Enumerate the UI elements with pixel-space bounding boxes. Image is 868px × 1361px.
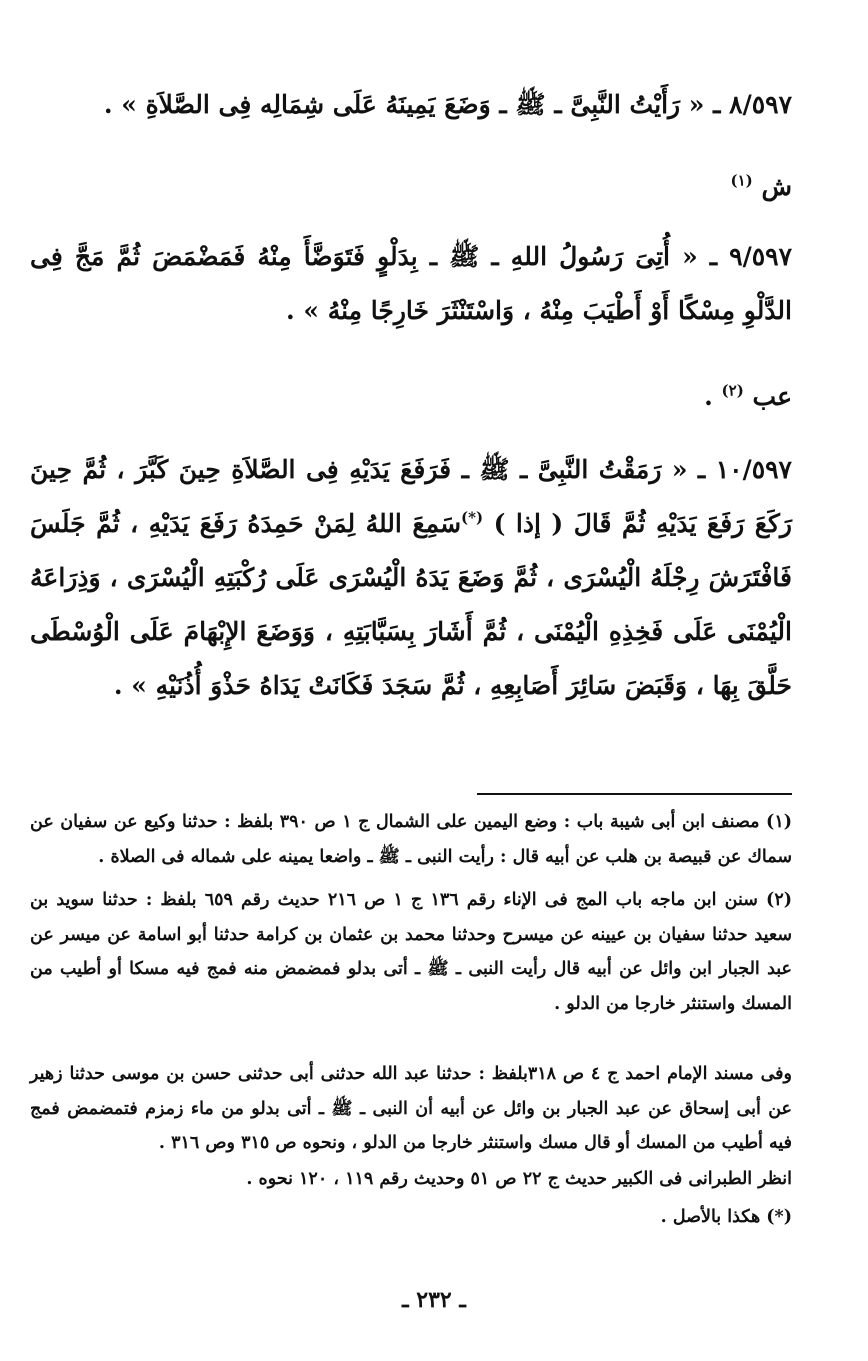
hadith-8-text: ٨/٥٩٧ ـ « رَأَيْتُ النَّبِىَّ ـ ﷺ ـ وَضَعَ يَمِينَهُ عَلَى شِمَالِه فِى الصَّلاَةِ » . <box>103 90 792 119</box>
footnote-separator <box>477 793 792 795</box>
source-8-label: ش <box>761 172 792 201</box>
hadith-10-part1: ١٠/٥٩٧ ـ « رَمَقْتُ النَّبِىَّ ـ ﷺ ـ فَرَفَعَ يَدَيْهِ فِى الصَّلاَةِ حِينَ كَبَّرَ ، ثُمَّ حِينَ رَكَعَ رَفَعَ يَدَيْهِ ثُمَّ قَالَ ( إذا ) <box>30 455 792 538</box>
hadith-9-text: ٩/٥٩٧ ـ « أُتِىَ رَسُولُ اللهِ ـ ﷺ ـ بِدَلْوٍ فَتَوَضَّأَ مِنْهُ فَمَضْمَضَ ثُمَّ مَجَّ فِى الدَّلْوِ مِسْكًا أَوْ أَطْيَبَ مِنْهُ ، وَاسْتَنْثَرَ خَارِجًا مِنْهُ » . <box>30 242 792 325</box>
document-page <box>30 0 792 1361</box>
hadith-10-part2: سَمِعَ اللهُ لِمَنْ حَمِدَهُ رَفَعَ يَدَيْهِ ، ثُمَّ جَلَسَ فَافْتَرَشَ رِجْلَهُ الْيُسْرَى ، ثُمَّ وَضَعَ يَدَهُ الْيُسْرَى عَلَى رُكْبَتِهِ الْيُسْرَى ، وَذِرَاعَهُ الْيُمْنَى عَلَى فَخِذِهِ الْيُمْنَى ، ثُمَّ أَشَارَ بِسَبَّابَتِهِ ، وَوَضَعَ الإِبْهَامَ عَلَى الْوُسْطَى حَلَّقَ بِهَا ، وَقَبَضَ سَائِرَ أَصَابِعِهِ ، ثُمَّ سَجَدَ فَكَانَتْ يَدَاهُ حَذْوَ أُذُنَيْهِ » . <box>30 509 792 700</box>
footnote-1 <box>30 805 792 874</box>
footnote-ref-2: (٢) <box>721 381 744 400</box>
source-9-label: عب <box>752 382 792 411</box>
hadith-8 <box>30 78 792 132</box>
footnote-2-tabarani-text: انظر الطبرانى فى الكبير حديث ج ٢٢ ص ٥١ وحديث رقم ١١٩ ، ١٢٠ نحوه . <box>246 1169 792 1189</box>
footnote-2-musnad <box>30 1057 792 1161</box>
asterisk-note-ref: (*) <box>461 508 484 527</box>
source-9-tail: . <box>704 382 713 411</box>
footnote-1-text: (١) مصنف ابن أبى شيبة باب : وضع اليمين على الشمال ج ١ ص ٣٩٠ بلفظ : حدثنا وكيع عن سفيان عن سماك عن قبيصة بن هلب عن أبيه قال : رأيت النبى ـ ﷺ ـ واضعا يمينه على شماله فى الصلاة . <box>30 812 792 867</box>
footnote-asterisk <box>30 1200 792 1235</box>
hadith-9 <box>30 230 792 338</box>
footnote-asterisk-text: (*) هكذا بالأصل . <box>660 1207 792 1227</box>
footnote-2 <box>30 883 792 1021</box>
footnote-2-text: (٢) سنن ابن ماجه باب المج فى الإناء رقم ١٣٦ ج ١ ص ٢١٦ حديث رقم ٦٥٩ بلفظ : حدثنا سويد بن سعيد حدثنا سفيان بن عيينه عن ميسرح وحدثنا محمد بن عثمان بن كرامة حدثنا أبو اسامة عن ميسر عن عبد الجبار ابن وائل عن أبيه قال رأيت النبى ـ ﷺ ـ أتى بدلو فمضمض منه فمج فيه مسكا أو أطيب من المسك واستنثر خارجا من الدلو . <box>30 890 793 1014</box>
source-8 <box>30 160 792 214</box>
hadith-10 <box>30 443 792 713</box>
source-9 <box>30 370 792 424</box>
footnote-ref-1: (١) <box>730 171 753 190</box>
page-number: ـ ٢٣٢ ـ <box>402 1287 466 1313</box>
footnote-2-tabarani <box>30 1162 792 1197</box>
footnote-2-musnad-text: وفى مسند الإمام احمد ج ٤ ص ٣١٨بلفظ : حدثنا عبد الله حدثنى أبى حدثنى حسن بن موسى حدثنا زهير عن أبى إسحاق عن عبد الجبار بن وائل عن أبيه أن النبى ـ ﷺ ـ أتى بدلو من ماء زمزم فتمضمض فمج فيه أطيب من المسك أو قال مسك واستنثر خارجا من الدلو ، ونحوه ص ٣١٥ وص ٣١٦ . <box>30 1064 792 1153</box>
